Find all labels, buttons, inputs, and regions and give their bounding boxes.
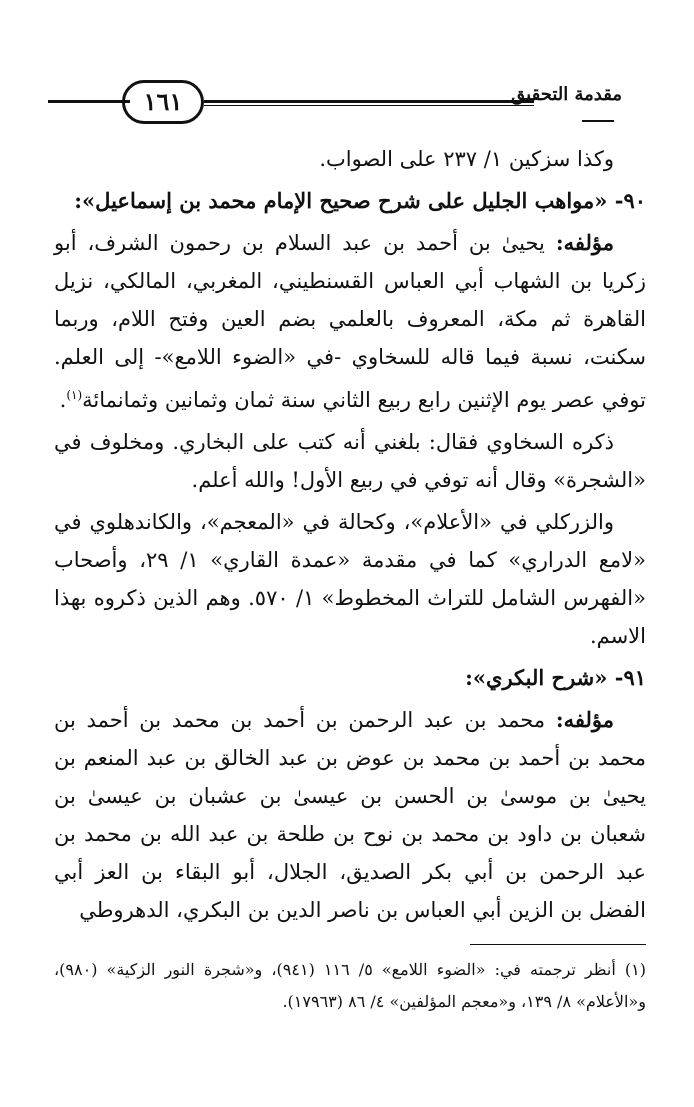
author-label-91: مؤلفه: [555, 707, 614, 732]
entry-90-author [54, 224, 646, 419]
entry-90-sakhawi: ذكره السخاوي فقال: بلغني أنه كتب على البخاري. ومخلوف في «الشجرة» وقال أنه توفي في ربيع الأول! والله أعلم. [54, 430, 646, 492]
footnote-separator [470, 944, 646, 945]
header-rule-left [48, 100, 130, 103]
entry-90-author-end: . [59, 388, 67, 412]
entry-91-title: ٩١- «شرح البكري»: [465, 665, 646, 690]
main-text [54, 140, 646, 933]
paragraph-sezgin: وكذا سزكين ١/ ٢٣٧ على الصواب. [319, 147, 614, 171]
header-rule-right-thin [204, 105, 534, 106]
page-header [48, 72, 622, 132]
entry-91-author-text: محمد بن عبد الرحمن بن أحمد بن محمد بن أحمد بن محمد بن أحمد بن محمد بن عوض بن عبد الخالق بن عبد المنعم بن يحيىٰ بن موسىٰ بن الحسن بن عيسىٰ بن عشبان بن عيسىٰ بن شعبان بن داود بن محمد بن نوح بن طلحة بن عبد الله بن محمد بن عبد الرحمن بن أبي بكر الصديق، الجلال، أبو البقاء بن العز أبي الفضل بن الزين أبي العباس بن ناصر الدين بن البكري، الدهروطي [54, 708, 646, 922]
footnotes [54, 954, 646, 1018]
header-ornament [582, 120, 614, 122]
author-label: مؤلفه: [555, 230, 614, 255]
page-number: ١٦١ [122, 80, 204, 124]
header-rule-right [204, 100, 534, 103]
entry-90-title: ٩٠- «مواهب الجليل على شرح صحيح الإمام محمد بن إسماعيل»: [74, 188, 646, 213]
entry-90-author-text: يحيىٰ بن أحمد بن عبد السلام بن رحمون الشرف، أبو زكريا بن الشهاب أبي العباس القسنطيني، المغربي، المالكي، نزيل القاهرة ثم مكة، المعروف بالعلمي بضم العين وفتح اللام، وربما سكنت، نسبة فيما قاله للسخاوي -في «الضوء اللامع»- إلى العلم. توفي عصر يوم الإثنين رابع ربيع الثاني سنة ثمان وثمانين وثمانمائة [54, 231, 646, 412]
footnote-1: (١) أنظر ترجمته في: «الضوء اللامع» ٥/ ١١٦ (٩٤١)، و«شجرة النور الزكية» (٩٨٠)، و«الأعلام» ٨/ ١٣٩، و«معجم المؤلفين» ٤/ ٨٦ (١٧٩٦٣). [54, 960, 647, 1011]
entry-90-sources: والزركلي في «الأعلام»، وكحالة في «المعجم»، والكاندهلوي في «لامع الدراري» كما في مقدمة «عمدة القاري» ١/ ٢٩، وأصحاب «الفهرس الشامل للتراث المخطوط» ١/ ٥٧٠. وهم الذين ذكروه بهذا الاسم. [54, 510, 646, 648]
entry-91-author [54, 701, 646, 929]
running-title: مقدمة التحقيق [511, 84, 622, 105]
footnote-reference[interactable]: (١) [66, 388, 83, 402]
